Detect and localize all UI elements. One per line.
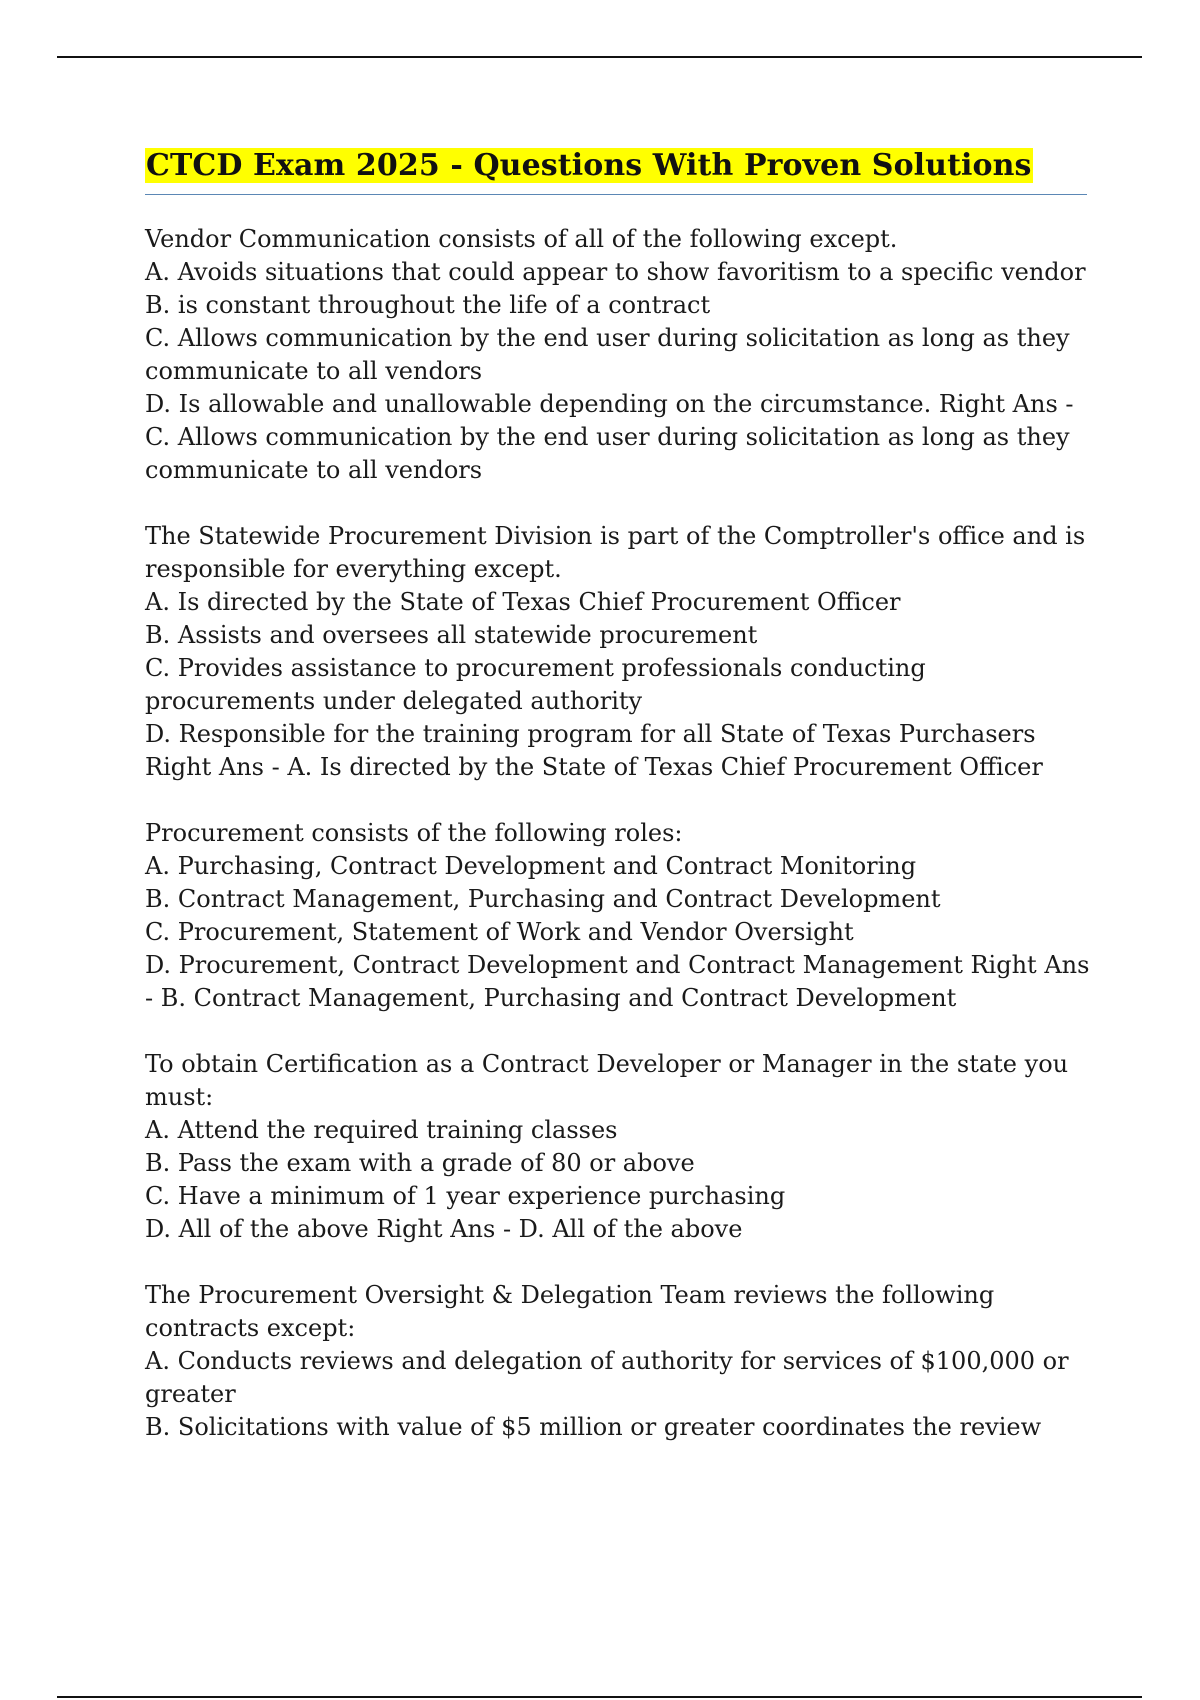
question-stem: Procurement consists of the following roles:: [145, 819, 683, 847]
question-stem: To obtain Certification as a Contract Developer or Manager in the state you must:: [145, 1050, 1069, 1111]
option-b: B. Assists and oversees all statewide procurement: [145, 621, 758, 649]
question-2: [145, 520, 1095, 784]
question-4: [145, 1048, 1095, 1246]
option-d-with-answer: D. Is allowable and unallowable depending on the circumstance. Right Ans - C. Allows communication by the end user during solicitation as long as they communicate to all vendors: [145, 390, 1074, 484]
option-a: A. Conducts reviews and delegation of authority for services of $100,000 or greater: [145, 1347, 1069, 1408]
question-stem: The Procurement Oversight & Delegation Team reviews the following contracts except:: [145, 1281, 995, 1342]
option-d-with-answer: D. All of the above Right Ans - D. All of the above: [145, 1215, 743, 1243]
option-b: B. Pass the exam with a grade of 80 or above: [145, 1149, 695, 1177]
document-body: [145, 146, 1095, 1477]
option-a: A. Purchasing, Contract Development and Contract Monitoring: [145, 852, 917, 880]
page-title: CTCD Exam 2025 - Questions With Proven Solutions: [146, 148, 1032, 183]
question-5: [145, 1279, 1095, 1444]
question-stem: Vendor Communication consists of all of the following except.: [145, 225, 898, 253]
question-3: [145, 817, 1095, 1015]
option-d-with-answer: D. Procurement, Contract Development and Contract Management Right Ans - B. Contract Management, Purchasing and Contract Development: [145, 951, 1090, 1012]
option-b: B. Solicitations with value of $5 million or greater coordinates the review: [145, 1413, 1042, 1441]
option-b: B. Contract Management, Purchasing and Contract Development: [145, 885, 941, 913]
option-a: A. Is directed by the State of Texas Chief Procurement Officer: [145, 588, 901, 616]
option-a: A. Avoids situations that could appear to show favoritism to a specific vendor: [145, 258, 1086, 286]
option-b: B. is constant throughout the life of a contract: [145, 291, 711, 319]
option-c: C. Procurement, Statement of Work and Vendor Oversight: [145, 918, 854, 946]
right-answer: Right Ans - A. Is directed by the State of Texas Chief Procurement Officer: [145, 753, 1043, 781]
footer-rule: [57, 1696, 1142, 1698]
option-a: A. Attend the required training classes: [145, 1116, 618, 1144]
title-block: [145, 146, 1087, 195]
question-stem: The Statewide Procurement Division is part of the Comptroller's office and is responsible for everything except.: [145, 522, 1086, 583]
option-c: C. Have a minimum of 1 year experience purchasing: [145, 1182, 786, 1210]
question-1: [145, 223, 1095, 487]
option-d: D. Responsible for the training program for all State of Texas Purchasers: [145, 720, 1036, 748]
option-c: C. Provides assistance to procurement professionals conducting procurements under delegated authority: [145, 654, 926, 715]
option-c: C. Allows communication by the end user during solicitation as long as they communicate to all vendors: [145, 324, 1070, 385]
header-rule: [57, 56, 1142, 58]
